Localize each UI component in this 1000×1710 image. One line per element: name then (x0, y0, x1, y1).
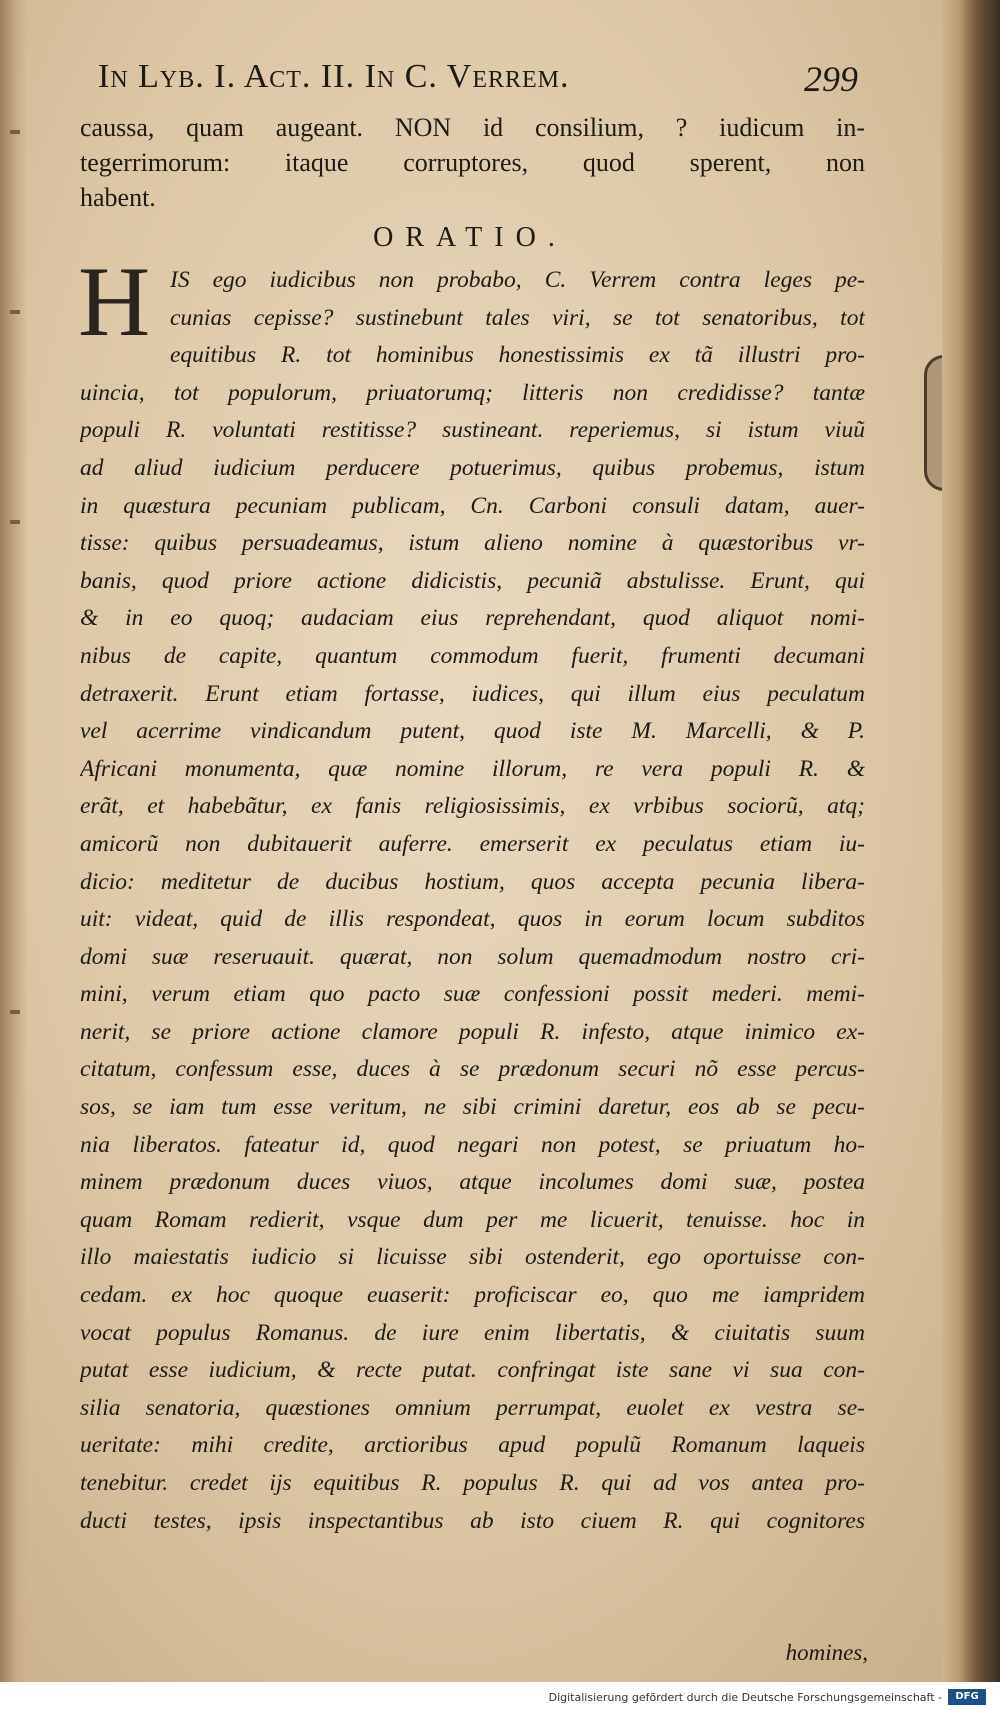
text-line: domi suæ reseruauit. quærat, non solum quemadmodum nostro cri- (80, 943, 865, 970)
text-line: equitibus R. tot hominibus honestissimis ex tã illustri pro- (170, 342, 865, 369)
text-line: detraxerit. Erunt etiam fortasse, iudices, qui illum eius peculatum (80, 680, 865, 707)
text-line: mini, verum etiam quo pacto suæ confessioni possit mederi. memi- (80, 981, 865, 1008)
text-line: ueritate: mihi credite, arctioribus apud populũ Romanum laqueis (80, 1432, 865, 1459)
text-line: erãt, et habebãtur, ex fanis religiosissimis, ex vrbibus sociorũ, atq; (80, 793, 865, 820)
page-number: 299 (804, 59, 858, 99)
text-line: quam Romam redierit, vsque dum per me licuerit, tenuisse. hoc in (80, 1206, 865, 1233)
text-line: dicio: meditetur de ducibus hostium, quos accepta pecunia libera- (80, 868, 865, 895)
margin-mark (10, 520, 20, 524)
text-line: Africani monumenta, quæ nomine illorum, re vera populi R. & (80, 755, 865, 782)
text-line: amicorũ non dubitauerit auferre. emerserit ex peculatus etiam iu- (80, 830, 865, 857)
drop-cap: H (78, 246, 151, 357)
margin-mark (10, 1010, 20, 1014)
text-line: nibus de capite, quantum commodum fuerit, frumenti decumani (80, 642, 865, 669)
text-line: putat esse iudicium, & recte putat. confringat iste sane vi sua con- (80, 1357, 865, 1384)
text-line: citatum, confessum esse, duces à se prædonum securi nõ esse percus- (80, 1056, 865, 1083)
section-heading: ORATIO. (373, 222, 567, 253)
text-line: ducti testes, ipsis inspectantibus ab isto ciuem R. qui cognitores (80, 1507, 865, 1534)
text-line: illo maiestatis iudicio si licuisse sibi ostenderit, ego oportuisse con- (80, 1244, 865, 1271)
text-line: tegerrimorum: itaque corruptores, quod sperent, non (80, 148, 865, 177)
running-head (98, 58, 858, 98)
running-head-title: In Lyb. I. Act. II. In C. Verrem. (98, 58, 570, 95)
page-edge (942, 0, 1000, 1710)
text-line: in quæstura pecuniam publicam, Cn. Carboni consuli datam, auer- (80, 492, 865, 519)
catchword: homines, (785, 1640, 868, 1665)
text-line: ad aliud iudicium perducere potuerimus, quibus probemus, istum (80, 454, 865, 481)
margin-mark (10, 310, 20, 314)
text-line: populi R. voluntati restitisse? sustineant. reperiemus, si istum viuũ (80, 417, 865, 444)
text-line: vocat populus Romanus. de iure enim libertatis, & ciuitatis suum (80, 1319, 865, 1346)
dfg-logo: DFG (948, 1689, 986, 1705)
text-line: uincia, tot populorum, priuatorumq; litteris non credidisse? tantæ (80, 379, 865, 406)
text-line: tisse: quibus persuadeamus, istum alieno nomine à quæstoribus vr- (80, 530, 865, 557)
text-line: uit: videat, quid de illis respondeat, quos in eorum locum subditos (80, 906, 865, 933)
text-line: minem prædonum duces viuos, atque incolumes domi suæ, postea (80, 1169, 865, 1196)
text-line: & in eo quoq; audaciam eius reprehendant, quod aliquot nomi- (80, 605, 865, 632)
text-line: IS ego iudicibus non probabo, C. Verrem contra leges pe- (170, 267, 865, 293)
oratio-text (78, 246, 865, 1540)
text-line: banis, quod priore actione didicistis, pecuniã abstulisse. Erunt, qui (80, 567, 865, 594)
margin-mark (10, 130, 20, 134)
preceding-text (80, 110, 865, 215)
text-line: vel acerrime vindicandum putent, quod iste M. Marcelli, & P. (80, 718, 865, 745)
credit-line: Digitalisierung gefördert durch die Deutsche Forschungsgemeinschaft - (548, 1691, 942, 1704)
text-line: nerit, se priore actione clamore populi R. infesto, atque inimico ex- (80, 1018, 865, 1045)
text-line: caussa, quam augeant. NON id consilium, ? iudicum in- (80, 113, 865, 142)
page-gutter (0, 0, 28, 1710)
text-line: tenebitur. credet ijs equitibus R. populus R. qui ad vos antea pro- (80, 1470, 865, 1496)
text-line: sos, se iam tum esse veritum, ne sibi crimini daretur, eos ab se pecu- (80, 1094, 865, 1121)
text-line: cedam. ex hoc quoque euaserit: proficiscar eo, quo me iampridem (80, 1282, 865, 1309)
text-line: habent. (80, 183, 156, 212)
text-line: nia liberatos. fateatur id, quod negari non potest, se priuatum ho- (80, 1131, 865, 1158)
text-line: silia senatoria, quæstiones omnium perrumpat, euolet ex vestra se- (80, 1394, 865, 1421)
text-line: cunias cepisse? sustinebunt tales viri, se tot senatoribus, tot (170, 304, 865, 331)
